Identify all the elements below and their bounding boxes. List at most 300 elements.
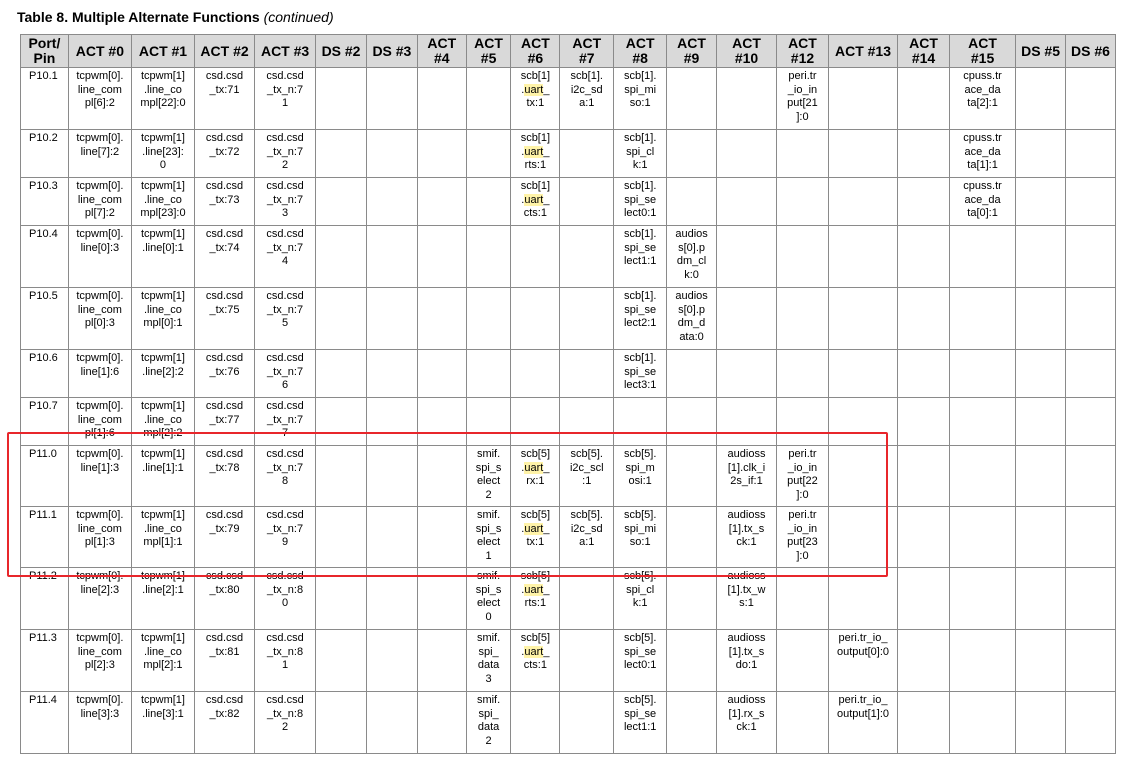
- cell-line: scb[5].: [623, 509, 657, 521]
- cell-line: ]:0: [796, 488, 809, 501]
- function-cell: [131, 226, 194, 288]
- cell-line: spi_se: [624, 193, 657, 206]
- column-header: [68, 35, 131, 68]
- cell-line: _tx:76: [209, 365, 240, 378]
- cell-line: .uart_: [521, 522, 550, 535]
- function-cell: [511, 446, 560, 507]
- cell-line: _tx:72: [209, 145, 240, 158]
- function-cell: [777, 446, 829, 507]
- function-cell: [131, 68, 194, 130]
- function-cell: [417, 446, 466, 507]
- cell-line: pl[0]:3: [84, 317, 115, 329]
- function-cell: [614, 446, 667, 507]
- function-cell: [716, 630, 776, 692]
- function-cell: [898, 68, 950, 130]
- function-cell: [511, 568, 560, 630]
- cell-line: k:0: [684, 268, 699, 281]
- cell-line: csd.csd: [266, 448, 304, 460]
- cell-line: tcpwm[0].: [76, 228, 124, 240]
- function-cell: [777, 130, 829, 178]
- table-row: [21, 68, 1116, 130]
- function-cell: [614, 130, 667, 178]
- cell-line: DS #6: [1071, 42, 1110, 59]
- function-cell: [828, 68, 897, 130]
- function-cell: [511, 68, 560, 130]
- cell-line: csd.csd: [205, 352, 244, 364]
- cell-line: .line[2]:1: [142, 583, 184, 596]
- cell-line: scb[5].: [570, 448, 603, 460]
- cell-line: elect: [476, 475, 501, 487]
- function-cell: [1065, 398, 1115, 446]
- cell-line: so:1: [629, 97, 651, 109]
- function-cell: [614, 288, 667, 350]
- function-cell: [667, 226, 717, 288]
- cell-line: pl[7]:2: [84, 207, 115, 219]
- cell-line: ACT: [732, 35, 761, 51]
- cell-line: line[2]:3: [80, 583, 120, 596]
- function-cell: [898, 446, 950, 507]
- cell-line: spi_se: [624, 365, 657, 378]
- cell-line: tcpwm[0].: [76, 509, 124, 521]
- cell-line: spi_se: [624, 707, 657, 720]
- cell-line: _tx_n:7: [267, 365, 304, 378]
- cell-line: line[1]:6: [80, 365, 120, 378]
- function-cell: [949, 630, 1015, 692]
- function-cell: [828, 568, 897, 630]
- cell-line: .uart_: [521, 145, 550, 158]
- function-cell: [195, 446, 255, 507]
- cell-line: #12: [790, 50, 815, 66]
- cell-line: csd.csd: [266, 400, 304, 412]
- function-cell: [195, 507, 255, 568]
- function-cell: [716, 288, 776, 350]
- pin-cell: [21, 692, 69, 754]
- cell-line: csd.csd: [266, 632, 304, 644]
- function-cell: [466, 446, 511, 507]
- cell-line: dm_cl: [676, 255, 707, 267]
- function-cell: [68, 130, 131, 178]
- cell-line: line[1]:3: [80, 461, 120, 474]
- function-cell: [898, 288, 950, 350]
- cell-line: scb[5]: [520, 448, 551, 460]
- cell-line: smif.: [476, 448, 501, 460]
- function-cell: [777, 692, 829, 754]
- cell-line: tcpwm[1]: [140, 632, 185, 644]
- cell-line: _tx:73: [209, 193, 240, 206]
- function-cell: [716, 226, 776, 288]
- function-cell: [255, 568, 316, 630]
- function-cell: [316, 398, 367, 446]
- cell-line: audioss: [727, 694, 766, 706]
- cell-line: ace_da: [964, 193, 1001, 206]
- cell-line: .line[23]:: [142, 145, 184, 158]
- cell-line: ta[2]:1: [967, 97, 998, 109]
- cell-line: scb[1].: [570, 70, 603, 82]
- function-cell: [828, 350, 897, 398]
- function-cell: [1065, 507, 1115, 568]
- cell-line: mpl[22]:0: [140, 97, 186, 109]
- cell-line: tcpwm[1]: [140, 132, 185, 144]
- cell-line: line_com: [77, 303, 122, 316]
- cell-line: .line_co: [144, 83, 182, 96]
- highlighted-term: uart: [524, 583, 544, 596]
- cell-line: spi_s: [475, 461, 502, 474]
- function-cell: [316, 130, 367, 178]
- table-row: [21, 507, 1116, 568]
- function-cell: [466, 568, 511, 630]
- cell-line: spi_: [478, 707, 499, 720]
- column-header: [21, 35, 69, 68]
- function-cell: [195, 288, 255, 350]
- cell-line: data: [477, 721, 500, 733]
- cell-line: P11.1: [29, 509, 57, 521]
- function-cell: [131, 398, 194, 446]
- cell-line: P10.4: [29, 228, 58, 240]
- pin-cell: [21, 288, 69, 350]
- function-cell: [511, 130, 560, 178]
- cell-line: rx:1: [526, 475, 545, 487]
- function-cell: [366, 692, 417, 754]
- cell-line: #14: [911, 50, 936, 66]
- function-cell: [366, 226, 417, 288]
- function-cell: [667, 630, 717, 692]
- cell-line: rts:1: [524, 159, 547, 171]
- cell-line: tcpwm[1]: [140, 290, 185, 302]
- cell-line: scb[1].: [623, 290, 657, 302]
- cell-line: 3: [485, 672, 492, 685]
- cell-line: mpl[0]:1: [143, 317, 183, 329]
- cell-line: spi_se: [624, 645, 657, 658]
- function-cell: [466, 692, 511, 754]
- cell-line: tx:1: [526, 536, 545, 548]
- cell-line: tcpwm[0].: [76, 400, 124, 412]
- function-cell: [614, 507, 667, 568]
- cell-line: peri.tr_io_: [838, 632, 888, 644]
- function-cell: [716, 507, 776, 568]
- cell-line: rts:1: [524, 597, 547, 609]
- function-cell: [511, 398, 560, 446]
- function-cell: [366, 288, 417, 350]
- function-cell: [1016, 68, 1066, 130]
- cell-line: tcpwm[1]: [140, 228, 185, 240]
- pin-cell: [21, 226, 69, 288]
- function-cell: [195, 568, 255, 630]
- cell-line: dm_d: [677, 317, 706, 329]
- function-cell: [1016, 446, 1066, 507]
- cell-line: ]:0: [796, 110, 809, 123]
- function-cell: [511, 288, 560, 350]
- cell-line: mpl[23]:0: [140, 207, 186, 219]
- function-cell: [255, 398, 316, 446]
- cell-line: #5: [480, 50, 497, 66]
- cell-line: csd.csd: [205, 70, 244, 82]
- function-cell: [614, 68, 667, 130]
- function-cell: [255, 692, 316, 754]
- function-cell: [68, 350, 131, 398]
- function-cell: [68, 507, 131, 568]
- cell-line: do:1: [735, 659, 758, 671]
- cell-line: pl[6]:2: [84, 97, 115, 109]
- column-header: [614, 35, 667, 68]
- cell-line: csd.csd: [266, 509, 304, 521]
- function-cell: [1065, 130, 1115, 178]
- cell-line: tcpwm[1]: [140, 352, 185, 364]
- function-cell: [1065, 568, 1115, 630]
- function-cell: [1016, 178, 1066, 226]
- cell-line: P11.0: [29, 448, 57, 460]
- cell-line: 0: [485, 610, 492, 623]
- function-cell: [195, 350, 255, 398]
- cell-line: ace_da: [964, 83, 1001, 96]
- cell-line: 4: [282, 255, 289, 267]
- cell-line: tcpwm[0].: [76, 180, 124, 192]
- cell-line: scb[1].: [623, 132, 657, 144]
- function-cell: [1065, 226, 1115, 288]
- function-cell: [898, 692, 950, 754]
- cell-line: line_com: [77, 193, 122, 206]
- cell-line: spi_cl: [626, 145, 655, 158]
- cell-line: #10: [734, 50, 759, 66]
- function-cell: [667, 350, 717, 398]
- column-header: [195, 35, 255, 68]
- cell-line: _tx_n:7: [267, 522, 304, 535]
- cell-line: osi:1: [628, 475, 652, 487]
- function-cell: [195, 630, 255, 692]
- function-cell: [1016, 568, 1066, 630]
- function-cell: [511, 692, 560, 754]
- cell-line: _tx_n:7: [267, 193, 304, 206]
- function-cell: [511, 630, 560, 692]
- cell-line: k:1: [632, 597, 648, 609]
- cell-line: scb[1].: [623, 228, 657, 240]
- cell-line: ace_da: [964, 145, 1001, 158]
- cell-line: _tx:77: [209, 413, 240, 426]
- function-cell: [195, 68, 255, 130]
- table-row: [21, 446, 1116, 507]
- cell-line: ACT: [572, 35, 602, 51]
- cell-line: s[0].p: [678, 241, 705, 254]
- column-header: [667, 35, 717, 68]
- function-cell: [716, 446, 776, 507]
- pin-cell: [21, 398, 69, 446]
- table-row: [21, 350, 1116, 398]
- function-cell: [1065, 692, 1115, 754]
- function-cell: [255, 507, 316, 568]
- table-row: [21, 130, 1116, 178]
- function-cell: [366, 507, 417, 568]
- cell-line: P10.3: [29, 180, 58, 192]
- function-cell: [466, 226, 511, 288]
- function-cell: [614, 226, 667, 288]
- cell-line: lect0:1: [623, 659, 657, 671]
- cell-line: cts:1: [523, 207, 547, 219]
- function-cell: [511, 507, 560, 568]
- cell-line: _tx:78: [209, 461, 240, 474]
- cell-line: .line[0]:1: [142, 241, 184, 254]
- cell-line: lect2:1: [623, 317, 657, 329]
- function-cell: [417, 568, 466, 630]
- function-cell: [667, 178, 717, 226]
- cell-line: put[23: [787, 536, 818, 548]
- cell-line: P10.5: [29, 290, 58, 302]
- function-cell: [560, 288, 614, 350]
- function-cell: [828, 178, 897, 226]
- pin-cell: [21, 630, 69, 692]
- function-cell: [614, 568, 667, 630]
- cell-line: cts:1: [523, 659, 547, 671]
- function-cell: [131, 630, 194, 692]
- function-cell: [614, 630, 667, 692]
- cell-line: pl[1]:3: [84, 536, 115, 548]
- function-cell: [417, 226, 466, 288]
- cell-line: ACT: [909, 35, 938, 51]
- function-cell: [1016, 288, 1066, 350]
- cell-line: csd.csd: [205, 132, 244, 144]
- function-cell: [1016, 350, 1066, 398]
- cell-line: csd.csd: [266, 290, 304, 302]
- cell-line: scb[5]: [520, 632, 551, 644]
- cell-line: data: [477, 659, 500, 671]
- cell-line: [1].rx_s: [728, 707, 765, 720]
- function-cell: [777, 398, 829, 446]
- cell-line: DS #3: [372, 42, 412, 59]
- highlighted-term: uart: [524, 145, 544, 158]
- cell-line: spi_se: [624, 241, 657, 254]
- cell-line: lect1:1: [623, 721, 657, 733]
- cell-line: 2: [282, 159, 289, 171]
- cell-line: [1].tx_s: [728, 522, 765, 535]
- cell-line: .uart_: [521, 583, 550, 596]
- cell-line: 8: [282, 475, 289, 487]
- cell-line: #8: [632, 50, 648, 66]
- cell-line: [1].clk_i: [727, 461, 766, 474]
- table-row: [21, 568, 1116, 630]
- function-cell: [828, 398, 897, 446]
- table-row: [21, 178, 1116, 226]
- function-cell: [131, 288, 194, 350]
- function-cell: [195, 226, 255, 288]
- function-cell: [667, 68, 717, 130]
- cell-line: line[0]:3: [80, 241, 120, 254]
- function-cell: [716, 398, 776, 446]
- function-cell: [898, 568, 950, 630]
- cell-line: .line_co: [144, 193, 182, 206]
- column-header: [898, 35, 950, 68]
- cell-line: csd.csd: [205, 509, 244, 521]
- cell-line: _tx:79: [209, 522, 240, 535]
- function-cell: [1065, 350, 1115, 398]
- cell-line: tcpwm[0].: [76, 290, 124, 302]
- table-caption: [17, 9, 334, 25]
- cell-line: smif.: [476, 632, 501, 644]
- function-cell: [511, 226, 560, 288]
- function-cell: [68, 692, 131, 754]
- cell-line: csd.csd: [205, 228, 244, 240]
- function-cell: [255, 288, 316, 350]
- cell-line: 6: [282, 379, 289, 391]
- cell-line: tcpwm[1]: [140, 180, 185, 192]
- column-header: [366, 35, 417, 68]
- cell-line: scb[1].: [623, 180, 657, 192]
- cell-line: ACT: [474, 35, 503, 51]
- function-cell: [366, 350, 417, 398]
- function-cell: [366, 178, 417, 226]
- function-cell: [417, 178, 466, 226]
- cell-line: 2: [485, 734, 492, 747]
- cell-line: tcpwm[0].: [76, 448, 124, 460]
- cell-line: _tx_n:7: [267, 241, 304, 254]
- caption-continued: (continued): [263, 9, 334, 25]
- column-header: [777, 35, 829, 68]
- function-cell: [316, 568, 367, 630]
- function-cell: [131, 130, 194, 178]
- function-cell: [1016, 507, 1066, 568]
- cell-line: scb[5]: [520, 509, 551, 521]
- cell-line: csd.csd: [205, 290, 244, 302]
- cell-line: line_com: [77, 522, 122, 535]
- function-cell: [777, 630, 829, 692]
- cell-line: tcpwm[0].: [76, 70, 124, 82]
- cell-line: ACT #0: [75, 42, 124, 59]
- column-header: [255, 35, 316, 68]
- cell-line: scb[5]: [520, 570, 551, 582]
- column-header: [560, 35, 614, 68]
- cell-line: _tx:82: [209, 707, 240, 720]
- function-cell: [560, 398, 614, 446]
- cell-line: _tx_n:7: [267, 413, 304, 426]
- function-cell: [466, 350, 511, 398]
- function-cell: [949, 68, 1015, 130]
- cell-line: put[22: [787, 475, 818, 487]
- function-cell: [417, 398, 466, 446]
- cell-line: line_com: [77, 413, 122, 426]
- cell-line: csd.csd: [205, 448, 244, 460]
- cell-line: tcpwm[1]: [140, 400, 185, 412]
- function-cell: [466, 68, 511, 130]
- function-cell: [777, 568, 829, 630]
- function-cell: [1016, 226, 1066, 288]
- cell-line: csd.csd: [266, 132, 304, 144]
- cell-line: .line_co: [144, 303, 182, 316]
- cell-line: 2s_if:1: [730, 475, 763, 487]
- cell-line: tcpwm[0].: [76, 570, 124, 582]
- column-header: [511, 35, 560, 68]
- column-header: [131, 35, 194, 68]
- cell-line: peri.tr_io_: [838, 694, 888, 706]
- cell-line: ACT #2: [200, 42, 249, 59]
- highlighted-term: uart: [524, 193, 544, 206]
- cell-line: csd.csd: [266, 180, 304, 192]
- function-cell: [667, 130, 717, 178]
- highlighted-term: uart: [524, 522, 544, 535]
- function-cell: [366, 68, 417, 130]
- highlighted-term: uart: [524, 645, 544, 658]
- cell-line: .uart_: [521, 461, 550, 474]
- cell-line: cpuss.tr: [963, 132, 1002, 144]
- cell-line: .line[3]:1: [142, 707, 184, 720]
- column-header: [716, 35, 776, 68]
- cell-line: 2: [485, 488, 492, 501]
- cell-line: pl[1]:6: [84, 427, 115, 439]
- cell-line: .line_co: [144, 522, 182, 535]
- function-cell: [949, 226, 1015, 288]
- cell-line: output[1]:0: [837, 707, 889, 720]
- cell-line: scb[1]: [520, 132, 551, 144]
- function-cell: [716, 68, 776, 130]
- column-header: [466, 35, 511, 68]
- function-cell: [614, 398, 667, 446]
- function-cell: [716, 568, 776, 630]
